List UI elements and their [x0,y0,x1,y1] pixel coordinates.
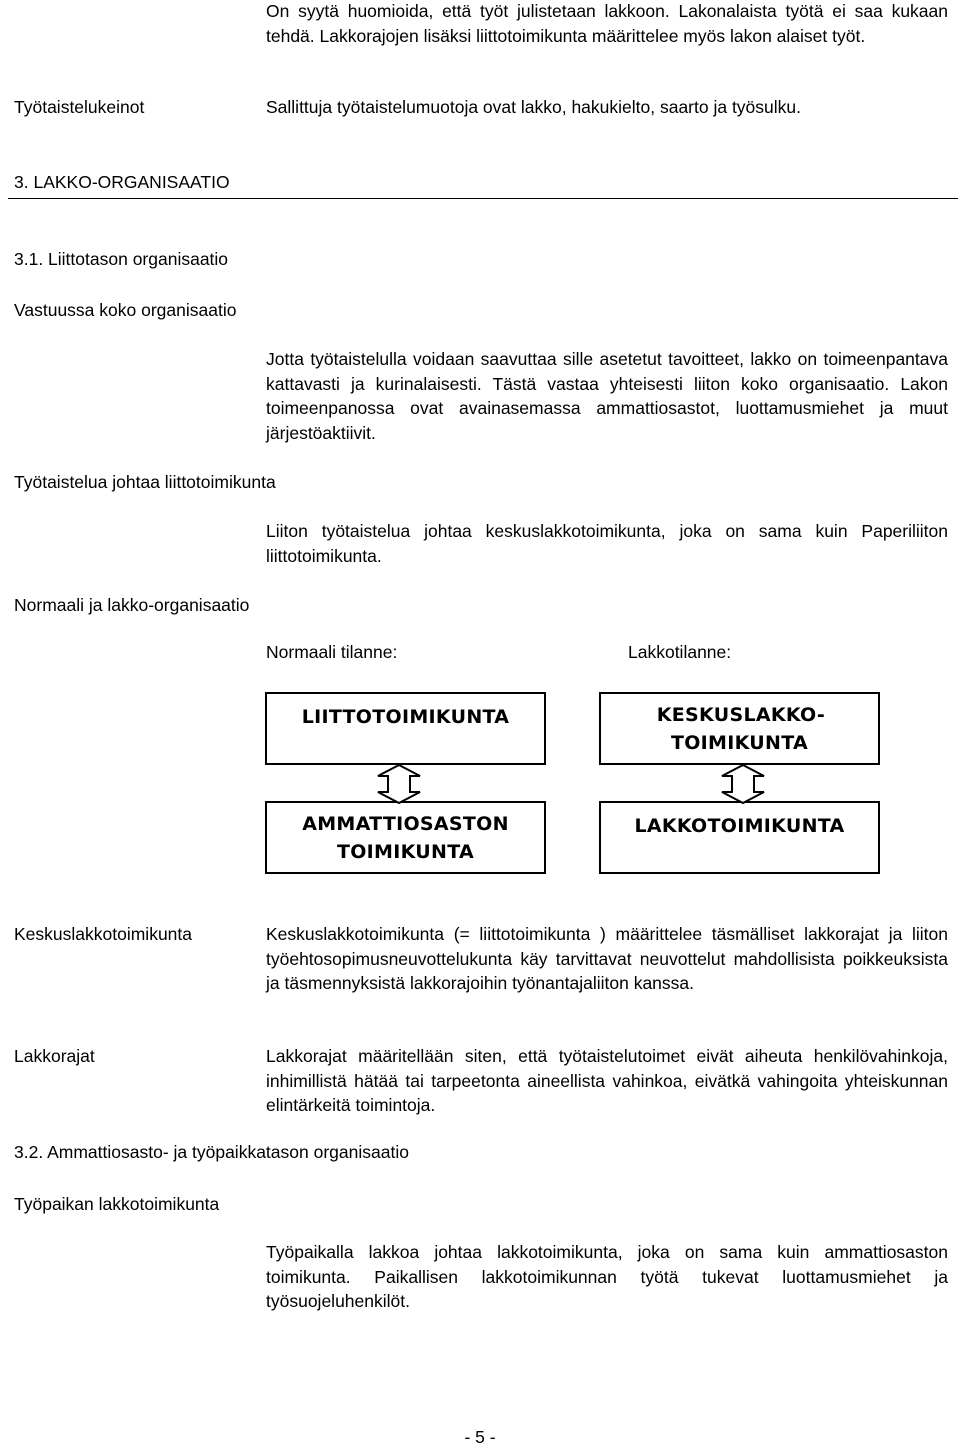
strike-bottom-label: LAKKOTOIMIKUNTA [634,814,845,837]
normal-top-box [265,692,546,765]
johtaa-label: Työtaistelua johtaa liittotoimikunta [14,472,276,492]
normal-heading: Normaali tilanne: [266,642,398,662]
top-paragraph: On syytä huomioida, että työt julistetaan lakkoon. Lakonalaista työtä ei saa kukaan tehdä. Lakkorajojen lisäksi liittotoimikunta määrittelee myös lakon alaiset työt. [266,1,948,46]
tyotaistelukeinot-text: Sallittuja työtaistelumuotoja ovat lakko, hakukielto, saarto ja työsulku. [266,97,802,117]
page-number: - 5 - [464,1427,496,1447]
vastuussa-label: Vastuussa koko organisaatio [14,300,237,320]
tyopaikan-label: Työpaikan lakkotoimikunta [14,1194,220,1214]
double-arrow-left-icon [376,764,422,804]
lakkorajat-text: Lakkorajat määritellään siten, että työtaistelutoimet eivät aiheuta henkilövahinkoja, inhimillistä hätää tai tarpeetonta aineellista vahinkoa, eivätkä vahingoita yhteiskunnan elintärkeitä toimintoja. [266,1046,948,1115]
johtaa-text: Liiton työtaistelua johtaa keskuslakkotoimikunta, joka on sama kuin Paperiliiton liittotoimikunta. [266,521,948,566]
normal-bottom-label: AMMATTIOSASTON TOIMIKUNTA [302,812,509,863]
normaali-ja-lakko-label: Normaali ja lakko-organisaatio [14,595,250,615]
section-divider [8,198,958,199]
normal-top-label: LIITTOTOIMIKUNTA [301,705,510,728]
keskuslakkotoimikunta-label: Keskuslakkotoimikunta [14,924,192,944]
vastuussa-text: Jotta työtaistelulla voidaan saavuttaa sille asetetut tavoitteet, lakko on toimeenpantava kattavasti ja kurinalaisesti. Tästä vastaa yhteisesti liiton koko organisaatio. Lakon toimeenpanossa ovat avainasemassa ammattiosastot, luottamusmiehet ja muut järjestöaktiivit. [266,349,948,443]
section-3-1-title: 3.1. Liittotason organisaatio [14,249,229,269]
double-arrow-right-icon [720,764,766,804]
strike-top-box [599,692,880,765]
keskuslakkotoimikunta-text: Keskuslakkotoimikunta (= liittotoimikunta ) määrittelee täsmälliset lakkorajat ja liiton työehtosopimusneuvottelukunta käy tarvittavat neuvottelut mahdollisista poikkeuksista ja täsmennyksistä lakkorajoihin työnantajaliiton kanssa. [266,924,948,993]
strike-top-label: KESKUSLAKKO-TOIMIKUNTA [656,703,826,754]
section-3-title: 3. LAKKO-ORGANISAATIO [14,172,230,192]
lakkorajat-label: Lakkorajat [14,1046,95,1066]
section-3-2-title: 3.2. Ammattiosasto- ja työpaikkatason organisaatio [14,1142,409,1162]
normal-bottom-box [265,801,546,874]
strike-heading: Lakkotilanne: [628,642,732,662]
strike-bottom-box [599,801,880,874]
tyopaikan-text: Työpaikalla lakkoa johtaa lakkotoimikunta, joka on sama kuin ammattiosaston toimikunta. Paikallisen lakkotoimikunnan työtä tukevat luottamusmiehet ja työsuojeluhenkilöt. [266,1242,948,1311]
tyotaistelukeinot-label: Työtaistelukeinot [14,97,145,117]
